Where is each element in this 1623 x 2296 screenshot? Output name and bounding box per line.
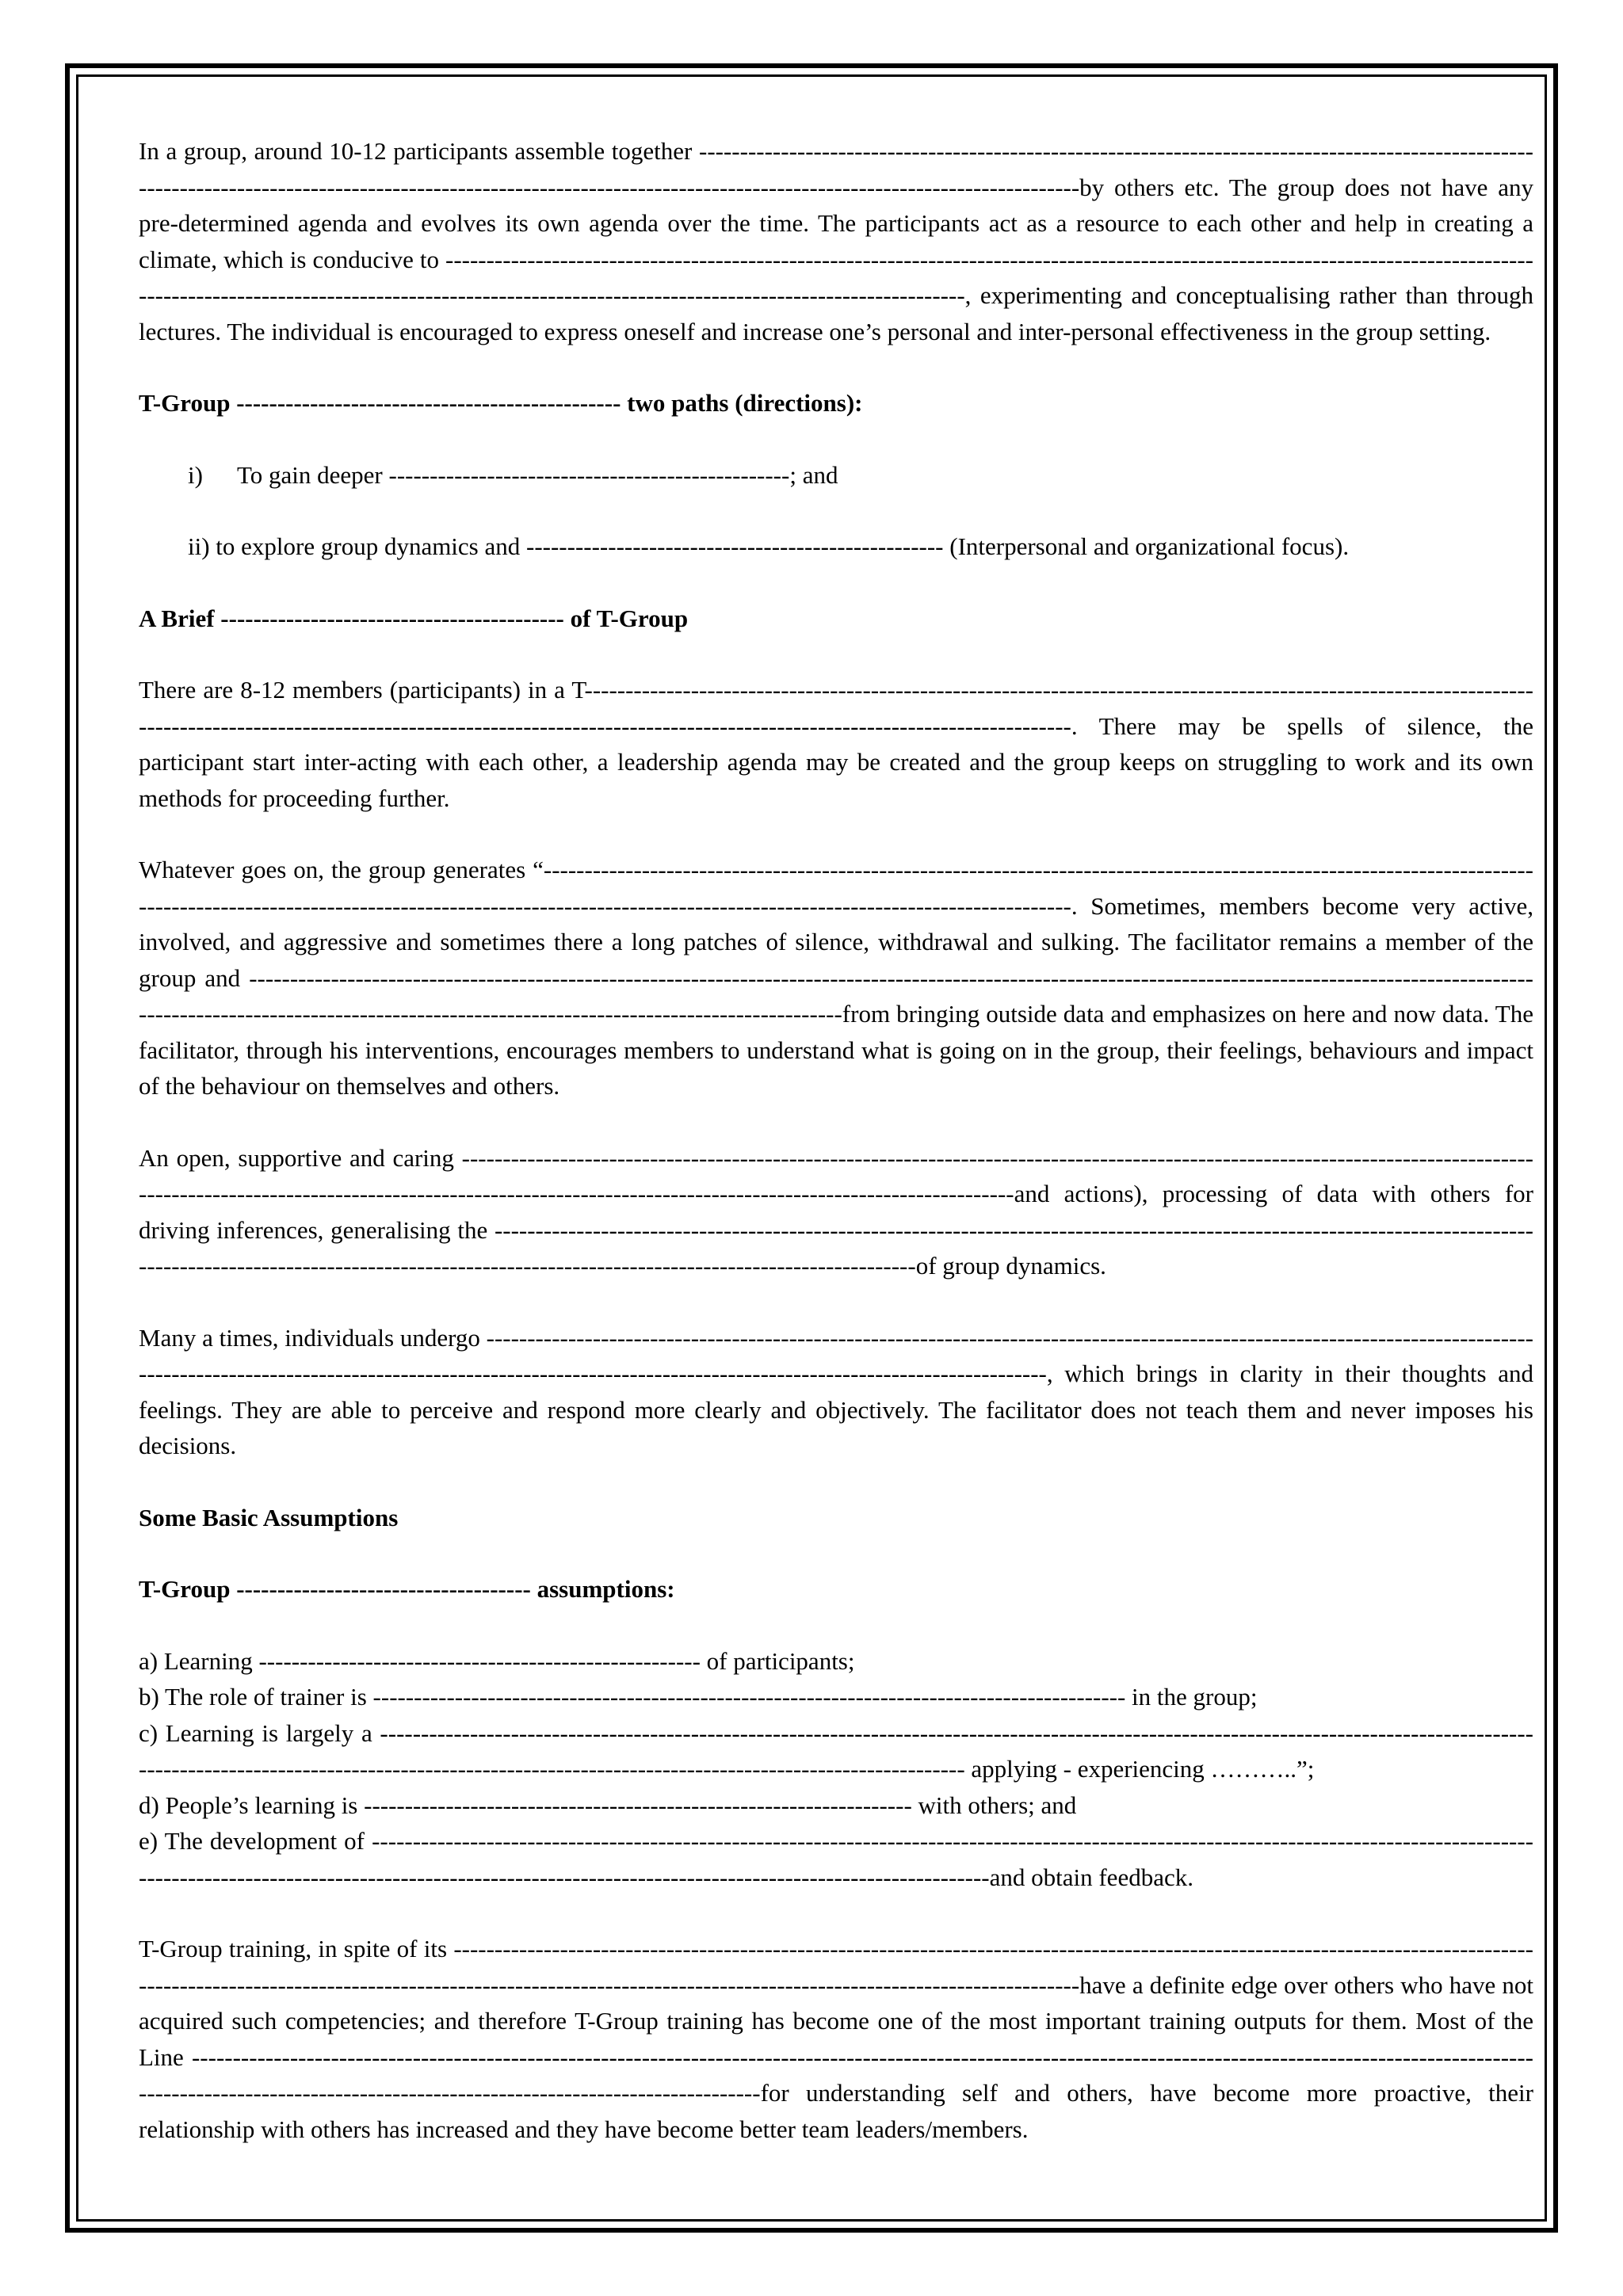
assumption-b: b) The role of trainer is -------------------------------------------------------------------------------------------- in the group; (139, 1683, 1258, 1711)
paragraph-many-a-times: Many a times, individuals undergo -----------------------------------------------------------------------------------------------------------------------------------------------------------------------------------------------------------------------------------------------, which brings in clarity in their thoughts and feelings. They are able to perceive and respond more clearly and objectively. The facilitator does not teach them and never imposes his decisions. (139, 1323, 1533, 1459)
paragraph-t-group-training: T-Group training, in spite of its -------------------------------------------------------------------------------------------------------------------------------------------------------------------------------------------------------------------------------------------------------have a definite edge over others who have not acquired such competencies; and therefore T-Group training has become one of the most important training outputs for them. Most of the Line ------------------------------------------------------------------------------------------------------------------------------------------------------------------------------------------------------------------------------------------------for understanding self and others, have become more proactive, their relationship with others has increased and they have become better team leaders/members. (139, 1935, 1533, 2143)
assumptions-list (139, 1643, 1533, 1896)
list-marker-i: i) (188, 460, 203, 489)
assumption-a: a) Learning ------------------------------------------------------ of participants; (139, 1646, 855, 1675)
paragraph-open-supportive: An open, supportive and caring ----------------------------------------------------------------------------------------------------------------------------------------------------------------------------------------------------------------------------------------------and actions), processing of data with others for driving inferences, generalising the ------------------------------------------------------------------------------------------------------------------------------------------------------------------------------------------------------------------------------of group dynamics. (139, 1143, 1533, 1280)
paragraph-intro: In a group, around 10-12 participants assemble together -------------------------------------------------------------------------------------------------------------------------------------------------------------------------------------------------------------------------by others etc. The group does not have any pre-determined agenda and evolves its own agenda over the time. The participants act as a resource to each other and help in creating a climate, which is conducive to ------------------------------------------------------------------------------------------------------------------------------------------------------------------------------------------------------------------------------------------, experimenting and conceptualising rather than through lectures. The individual is encouraged to express oneself and increase one’s personal and inter-personal effectiveness in the group setting. (139, 137, 1533, 345)
list-item-ii: ii) to explore group dynamics and --------------------------------------------------- (Interpersonal and organizational focus). (188, 532, 1350, 560)
heading-brief: A Brief ------------------------------------------ of T-Group (139, 604, 689, 632)
list-item-i-text: To gain deeper -------------------------------------------------; and (237, 460, 838, 489)
assumption-d: d) People’s learning is ------------------------------------------------------------------- with others; and (139, 1791, 1077, 1819)
paragraph-whatever-goes-on: Whatever goes on, the group generates “-------------------------------------------------------------------------------------------------------------------------------------------------------------------------------------------------------------------------------------------. Sometimes, members become very active, involved, and aggressive and sometimes there a long patches of silence, withdrawal and sulking. The facilitator remains a member of the group and ---------------------------------------------------------------------------------------------------------------------------------------------------------------------------------------------------------------------------------------------------from bringing outside data and emphasizes on here and now data. The facilitator, through his interventions, encourages members to understand what is going on in the group, their feelings, behaviours and impact of the behaviour on themselves and others. (139, 856, 1533, 1100)
assumption-c: c) Learning is largely a -------------------------------------------------------------------------------------------------------------------------------------------------------------------------------------------------------------------------------------------------- applying - experiencing ………..”; (139, 1718, 1533, 1783)
paragraph-members: There are 8-12 members (participants) in a T--------------------------------------------------------------------------------------------------------------------------------------------------------------------------------------------------------------------------------------. There may be spells of silence, the participant start inter-acting with each other, a leadership agenda may be created and the group keeps on struggling to work and its own methods for proceeding further. (139, 676, 1533, 812)
heading-basic-assumptions: Some Basic Assumptions (139, 1503, 399, 1531)
heading-t-group-assumptions: T-Group ------------------------------------ assumptions: (139, 1575, 675, 1603)
list-item-i (139, 457, 1533, 494)
document-body (139, 133, 1533, 2183)
assumption-e: e) The development of ------------------------------------------------------------------------------------------------------------------------------------------------------------------------------------------------------------------------------------------------------and obtain feedback. (139, 1827, 1533, 1891)
heading-t-group-paths: T-Group ----------------------------------------------- two paths (directions): (139, 389, 863, 417)
